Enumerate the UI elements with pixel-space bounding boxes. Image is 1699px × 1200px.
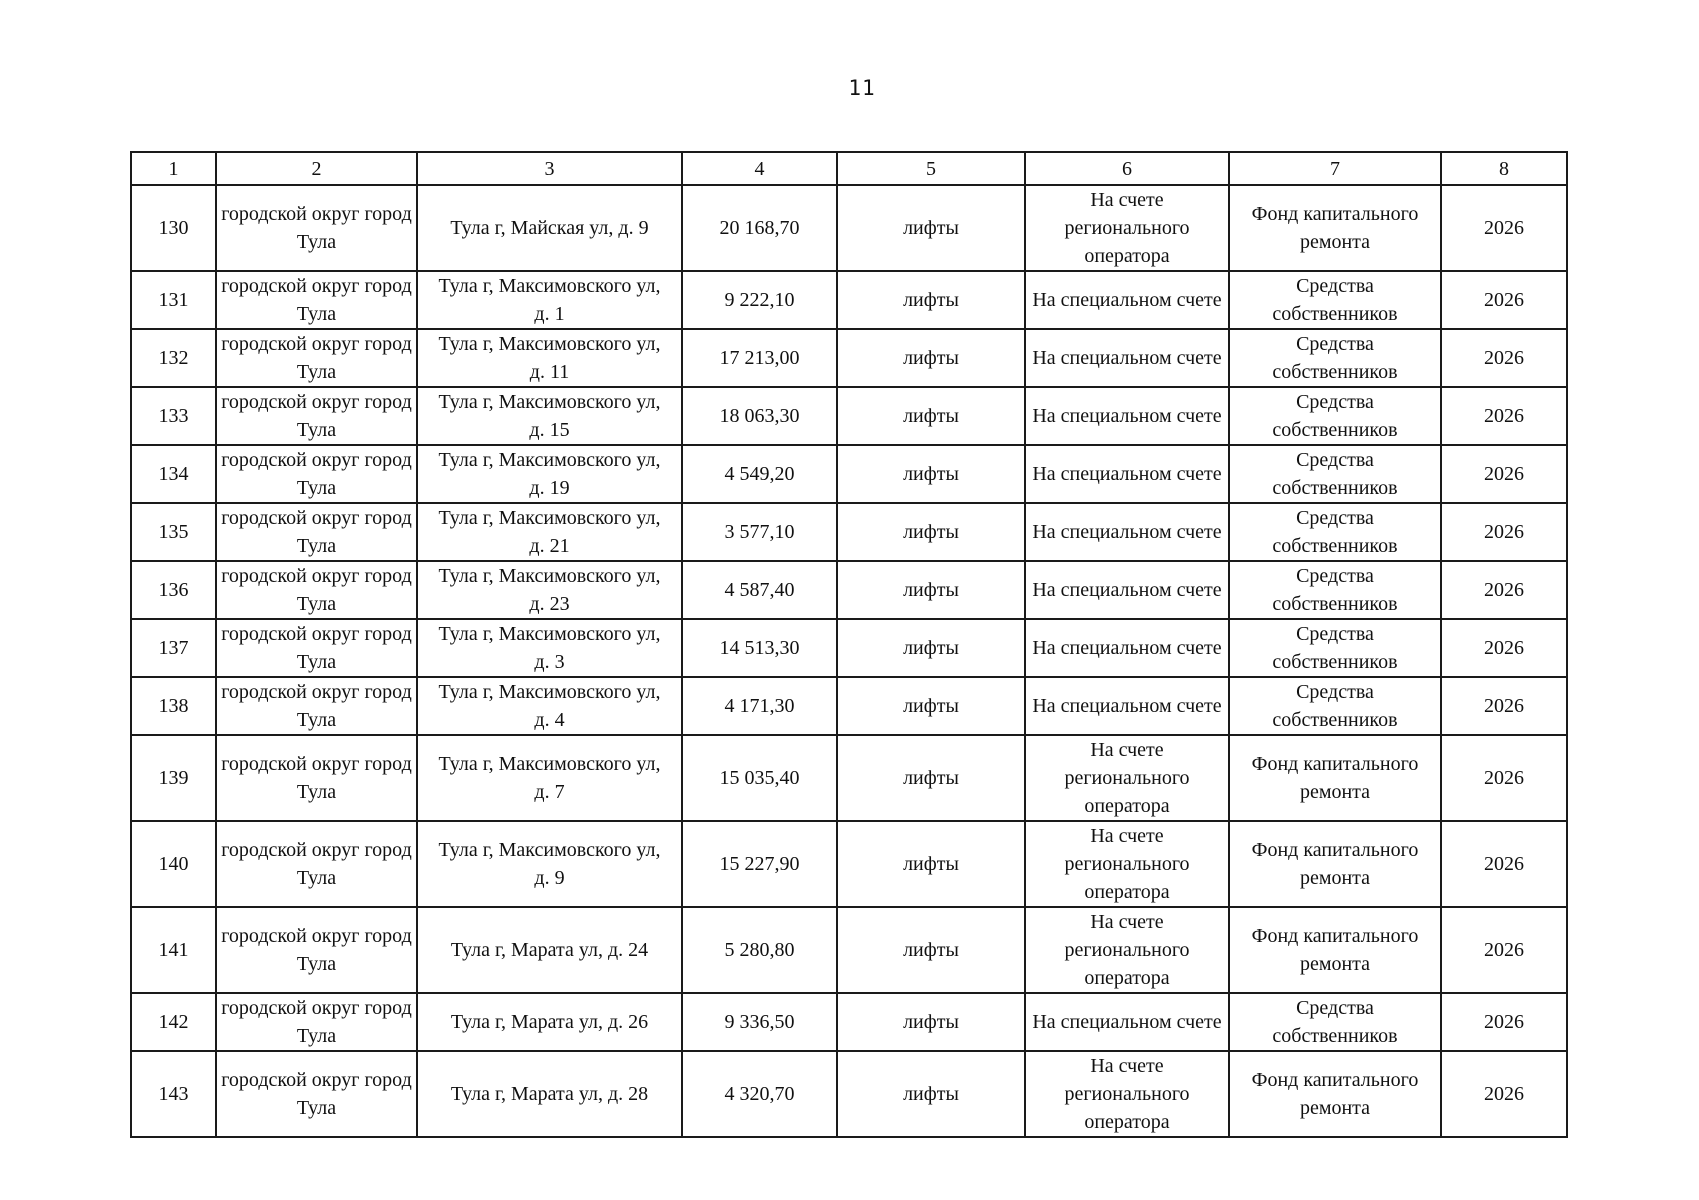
row-number-cell: 132: [131, 329, 216, 387]
funding-source-cell: Фонд капитального ремонта: [1229, 185, 1441, 271]
account-type-cell: На специальном счете: [1025, 619, 1229, 677]
year-cell: 2026: [1441, 993, 1567, 1051]
area-cell: 18 063,30: [682, 387, 837, 445]
account-type-cell: На специальном счете: [1025, 271, 1229, 329]
funding-source-cell: Средства собственников: [1229, 993, 1441, 1051]
table-row: [131, 503, 1567, 561]
row-number-cell: 142: [131, 993, 216, 1051]
year-cell: 2026: [1441, 329, 1567, 387]
account-type-cell: На счете регионального оператора: [1025, 185, 1229, 271]
row-number-cell: 143: [131, 1051, 216, 1137]
district-cell: городской округ город Тула: [216, 907, 417, 993]
work-type-cell: лифты: [837, 445, 1025, 503]
table-row: [131, 445, 1567, 503]
work-type-cell: лифты: [837, 677, 1025, 735]
district-cell: городской округ город Тула: [216, 185, 417, 271]
row-number-cell: 136: [131, 561, 216, 619]
address-cell: Тула г, Максимовского ул, д. 9: [417, 821, 682, 907]
account-type-cell: На специальном счете: [1025, 503, 1229, 561]
address-cell: Тула г, Максимовского ул, д. 4: [417, 677, 682, 735]
row-number-cell: 140: [131, 821, 216, 907]
district-cell: городской округ город Тула: [216, 503, 417, 561]
district-cell: городской округ город Тула: [216, 445, 417, 503]
table-row: [131, 619, 1567, 677]
table-row: [131, 561, 1567, 619]
address-cell: Тула г, Максимовского ул, д. 15: [417, 387, 682, 445]
area-cell: 4 549,20: [682, 445, 837, 503]
row-number-cell: 141: [131, 907, 216, 993]
table-row: [131, 735, 1567, 821]
account-type-cell: На специальном счете: [1025, 677, 1229, 735]
year-cell: 2026: [1441, 619, 1567, 677]
area-cell: 15 035,40: [682, 735, 837, 821]
table-row: [131, 821, 1567, 907]
year-cell: 2026: [1441, 907, 1567, 993]
address-cell: Тула г, Марата ул, д. 24: [417, 907, 682, 993]
account-type-cell: На специальном счете: [1025, 387, 1229, 445]
work-type-cell: лифты: [837, 907, 1025, 993]
year-cell: 2026: [1441, 503, 1567, 561]
row-number-cell: 135: [131, 503, 216, 561]
area-cell: 20 168,70: [682, 185, 837, 271]
work-type-cell: лифты: [837, 1051, 1025, 1137]
district-cell: городской округ город Тула: [216, 1051, 417, 1137]
work-type-cell: лифты: [837, 561, 1025, 619]
district-cell: городской округ город Тула: [216, 387, 417, 445]
funding-source-cell: Фонд капитального ремонта: [1229, 907, 1441, 993]
district-cell: городской округ город Тула: [216, 329, 417, 387]
work-type-cell: лифты: [837, 185, 1025, 271]
column-header: 8: [1441, 152, 1567, 185]
funding-source-cell: Фонд капитального ремонта: [1229, 735, 1441, 821]
year-cell: 2026: [1441, 735, 1567, 821]
year-cell: 2026: [1441, 387, 1567, 445]
area-cell: 5 280,80: [682, 907, 837, 993]
funding-source-cell: Фонд капитального ремонта: [1229, 1051, 1441, 1137]
funding-source-cell: Средства собственников: [1229, 445, 1441, 503]
account-type-cell: На специальном счете: [1025, 561, 1229, 619]
account-type-cell: На специальном счете: [1025, 329, 1229, 387]
district-cell: городской округ город Тула: [216, 677, 417, 735]
district-cell: городской округ город Тула: [216, 821, 417, 907]
work-type-cell: лифты: [837, 821, 1025, 907]
table-row: [131, 185, 1567, 271]
area-cell: 14 513,30: [682, 619, 837, 677]
table-row: [131, 907, 1567, 993]
year-cell: 2026: [1441, 677, 1567, 735]
row-number-cell: 133: [131, 387, 216, 445]
area-cell: 4 171,30: [682, 677, 837, 735]
address-cell: Тула г, Марата ул, д. 28: [417, 1051, 682, 1137]
work-type-cell: лифты: [837, 735, 1025, 821]
row-number-cell: 137: [131, 619, 216, 677]
district-cell: городской округ город Тула: [216, 735, 417, 821]
area-cell: 3 577,10: [682, 503, 837, 561]
row-number-cell: 139: [131, 735, 216, 821]
table-row: [131, 387, 1567, 445]
funding-source-cell: Средства собственников: [1229, 677, 1441, 735]
column-header: 6: [1025, 152, 1229, 185]
address-cell: Тула г, Максимовского ул, д. 19: [417, 445, 682, 503]
work-type-cell: лифты: [837, 993, 1025, 1051]
area-cell: 4 320,70: [682, 1051, 837, 1137]
year-cell: 2026: [1441, 271, 1567, 329]
table-row: [131, 1051, 1567, 1137]
work-type-cell: лифты: [837, 619, 1025, 677]
address-cell: Тула г, Максимовского ул, д. 23: [417, 561, 682, 619]
row-number-cell: 134: [131, 445, 216, 503]
account-type-cell: На счете регионального оператора: [1025, 735, 1229, 821]
work-type-cell: лифты: [837, 271, 1025, 329]
work-type-cell: лифты: [837, 503, 1025, 561]
address-cell: Тула г, Максимовского ул, д. 3: [417, 619, 682, 677]
year-cell: 2026: [1441, 445, 1567, 503]
row-number-cell: 138: [131, 677, 216, 735]
funding-source-cell: Фонд капитального ремонта: [1229, 821, 1441, 907]
address-cell: Тула г, Максимовского ул, д. 21: [417, 503, 682, 561]
column-header: 5: [837, 152, 1025, 185]
capital-repair-table: [130, 151, 1568, 1138]
table-row: [131, 677, 1567, 735]
funding-source-cell: Средства собственников: [1229, 503, 1441, 561]
account-type-cell: На счете регионального оператора: [1025, 821, 1229, 907]
row-number-cell: 131: [131, 271, 216, 329]
address-cell: Тула г, Майская ул, д. 9: [417, 185, 682, 271]
table-body: [131, 152, 1567, 1137]
year-cell: 2026: [1441, 1051, 1567, 1137]
table-row: [131, 271, 1567, 329]
work-type-cell: лифты: [837, 329, 1025, 387]
account-type-cell: На специальном счете: [1025, 445, 1229, 503]
funding-source-cell: Средства собственников: [1229, 561, 1441, 619]
address-cell: Тула г, Максимовского ул, д. 7: [417, 735, 682, 821]
district-cell: городской округ город Тула: [216, 561, 417, 619]
column-header: 1: [131, 152, 216, 185]
column-header: 2: [216, 152, 417, 185]
area-cell: 4 587,40: [682, 561, 837, 619]
column-header: 7: [1229, 152, 1441, 185]
area-cell: 15 227,90: [682, 821, 837, 907]
district-cell: городской округ город Тула: [216, 993, 417, 1051]
district-cell: городской округ город Тула: [216, 619, 417, 677]
column-header: 4: [682, 152, 837, 185]
address-cell: Тула г, Марата ул, д. 26: [417, 993, 682, 1051]
area-cell: 9 222,10: [682, 271, 837, 329]
area-cell: 9 336,50: [682, 993, 837, 1051]
year-cell: 2026: [1441, 185, 1567, 271]
account-type-cell: На счете регионального оператора: [1025, 907, 1229, 993]
address-cell: Тула г, Максимовского ул, д. 1: [417, 271, 682, 329]
year-cell: 2026: [1441, 821, 1567, 907]
account-type-cell: На специальном счете: [1025, 993, 1229, 1051]
funding-source-cell: Средства собственников: [1229, 619, 1441, 677]
funding-source-cell: Средства собственников: [1229, 271, 1441, 329]
funding-source-cell: Средства собственников: [1229, 329, 1441, 387]
page-number: 11: [848, 76, 876, 100]
table-row: [131, 993, 1567, 1051]
table-header-row: [131, 152, 1567, 185]
district-cell: городской округ город Тула: [216, 271, 417, 329]
funding-source-cell: Средства собственников: [1229, 387, 1441, 445]
row-number-cell: 130: [131, 185, 216, 271]
year-cell: 2026: [1441, 561, 1567, 619]
work-type-cell: лифты: [837, 387, 1025, 445]
column-header: 3: [417, 152, 682, 185]
address-cell: Тула г, Максимовского ул, д. 11: [417, 329, 682, 387]
account-type-cell: На счете регионального оператора: [1025, 1051, 1229, 1137]
table-row: [131, 329, 1567, 387]
area-cell: 17 213,00: [682, 329, 837, 387]
